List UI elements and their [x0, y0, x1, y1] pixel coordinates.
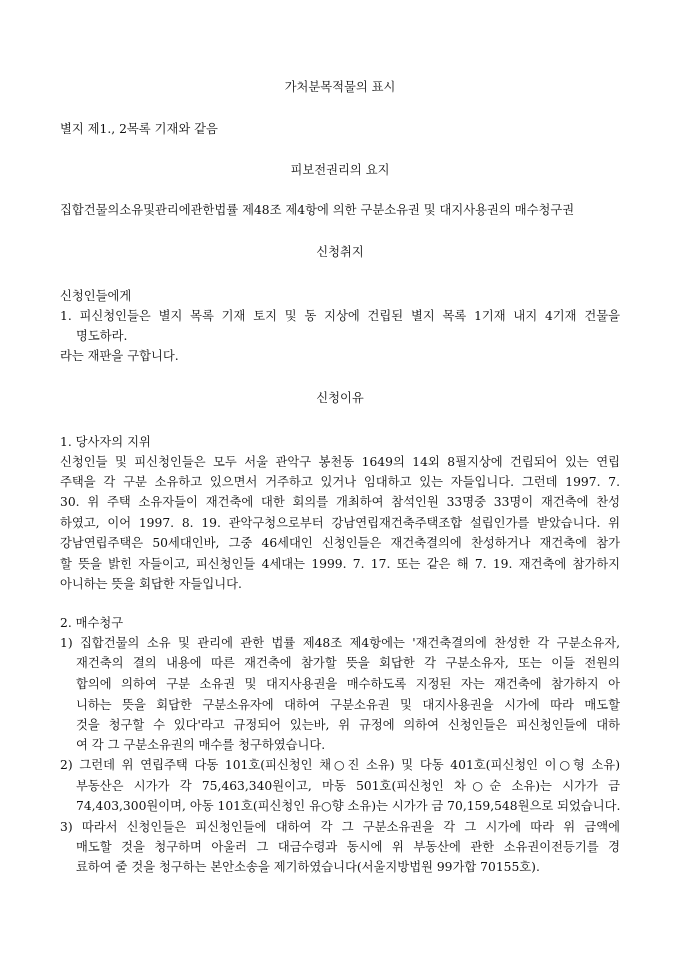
section-2-p2-line: 부동산은 시가가 각 75,463,340원이고, 마동 501호(피신청인 차○순 소유)는 시가가 금 [76, 779, 620, 793]
section-2-p1-line: 1) 집합건물의 소유 및 관리에 관한 법률 제48조 제4항에는 '재건축결의에 찬성한 각 구분소유자, [60, 636, 620, 650]
application-item-1-cont: 명도하라. [76, 329, 128, 343]
section-2-p3-line: 3) 따라서 신청인들은 피신청인들에 대하여 각 그 구분소유권을 각 그 시가에 따라 위 금액에 [60, 820, 620, 834]
section-1-line: 할 뜻을 밝힌 자들이고, 피신청인들 4세대는 1999. 7. 17. 또는 같은 해 7. 19. 재건축에 참가하지 [60, 557, 620, 571]
section-2-p1-line: 합의에 의하여 구분 소유권 및 대지사용권을 매수하도록 지정된 자는 재건축에 참가하지 아 [76, 677, 620, 691]
section-1-line: 아니하는 뜻을 회답한 자들입니다. [60, 577, 242, 591]
seizure-object-title: 가처분목적물의 표시 [284, 80, 396, 94]
section-2-p3-line: 매도할 것을 청구하며 아울러 그 대금수령과 동시에 위 부동산에 관한 소유권이전등기를 경 [76, 840, 620, 854]
application-addressee: 신청인들에게 [60, 289, 132, 303]
section-2-p1-line: 것을 청구할 수 있다'라고 규정되어 있는바, 위 규정에 의하여 신청인들은 피신청인들에 대하 [76, 718, 620, 732]
preserved-right-title: 피보전권리의 요지 [290, 163, 390, 177]
section-1-heading: 1. 당사자의 지위 [60, 435, 151, 449]
section-2-p1-line: 여 각 그 구분소유권의 매수를 청구하였습니다. [76, 738, 326, 752]
preserved-right-text: 집합건물의소유및관리에관한법률 제48조 제4항에 의한 구분소유권 및 대지사용권의 매수청구권 [60, 203, 575, 217]
application-item-1: 1. 피신청인들은 별지 목록 기재 토지 및 동 지상에 건립된 별지 목록 1기재 내지 4기재 건물을 [60, 309, 620, 323]
seizure-object-text: 별지 제1., 2목록 기재와 같음 [60, 122, 218, 136]
reasons-title: 신청이유 [316, 391, 364, 405]
section-1-line: 신청인들 및 피신청인들은 모두 서울 관악구 봉천동 1649의 14외 8필지상에 건립되어 있는 연립 [60, 455, 620, 469]
section-2-heading: 2. 매수청구 [60, 616, 124, 630]
section-2-p2-line: 2) 그런데 위 연립주택 다동 101호(피신청인 채○진 소유) 및 다동 401호(피신청인 이○형 소유) [60, 758, 620, 772]
section-2-p3-line: 료하여 줄 것을 청구하는 본안소송을 제기하였습니다(서울지방법원 99가합 70155호). [76, 860, 540, 874]
section-2-p1-line: 재건축의 결의 내용에 따른 재건축에 참가할 뜻을 회답한 각 구분소유자, 또는 이들 전원의 [76, 656, 620, 670]
section-1-line: 주택을 각 구분 소유하고 있으면서 거주하고 있거나 임대하고 있는 자들입니다. 그런데 1997. 7. [60, 475, 620, 489]
application-closing: 라는 재판을 구합니다. [60, 349, 179, 363]
section-1-line: 하였고, 이어 1997. 8. 19. 관악구청으로부터 강남연립재건축주택조합 설립인가를 받았습니다. 위 [60, 516, 620, 530]
section-2-p2-line: 74,403,300원이며, 아동 101호(피신청인 유○향 소유)는 시가가 금 70,159,548원으로 되었습니다. [76, 799, 621, 813]
section-2-p1-line: 니하는 뜻을 회답한 구분소유자에 대하여 구분소유권 및 대지사용권을 시가에 따라 매도할 [76, 698, 620, 712]
section-1-line: 강남연립주택은 50세대인바, 그중 46세대인 신청인들은 재건축결의에 찬성하거나 재건축에 참가 [60, 536, 620, 550]
application-purpose-title: 신청취지 [316, 245, 364, 259]
section-1-line: 30. 위 주택 소유자들이 재건축에 대한 회의를 개최하여 참석인원 33명중 33명이 재건축에 찬성 [60, 495, 620, 509]
